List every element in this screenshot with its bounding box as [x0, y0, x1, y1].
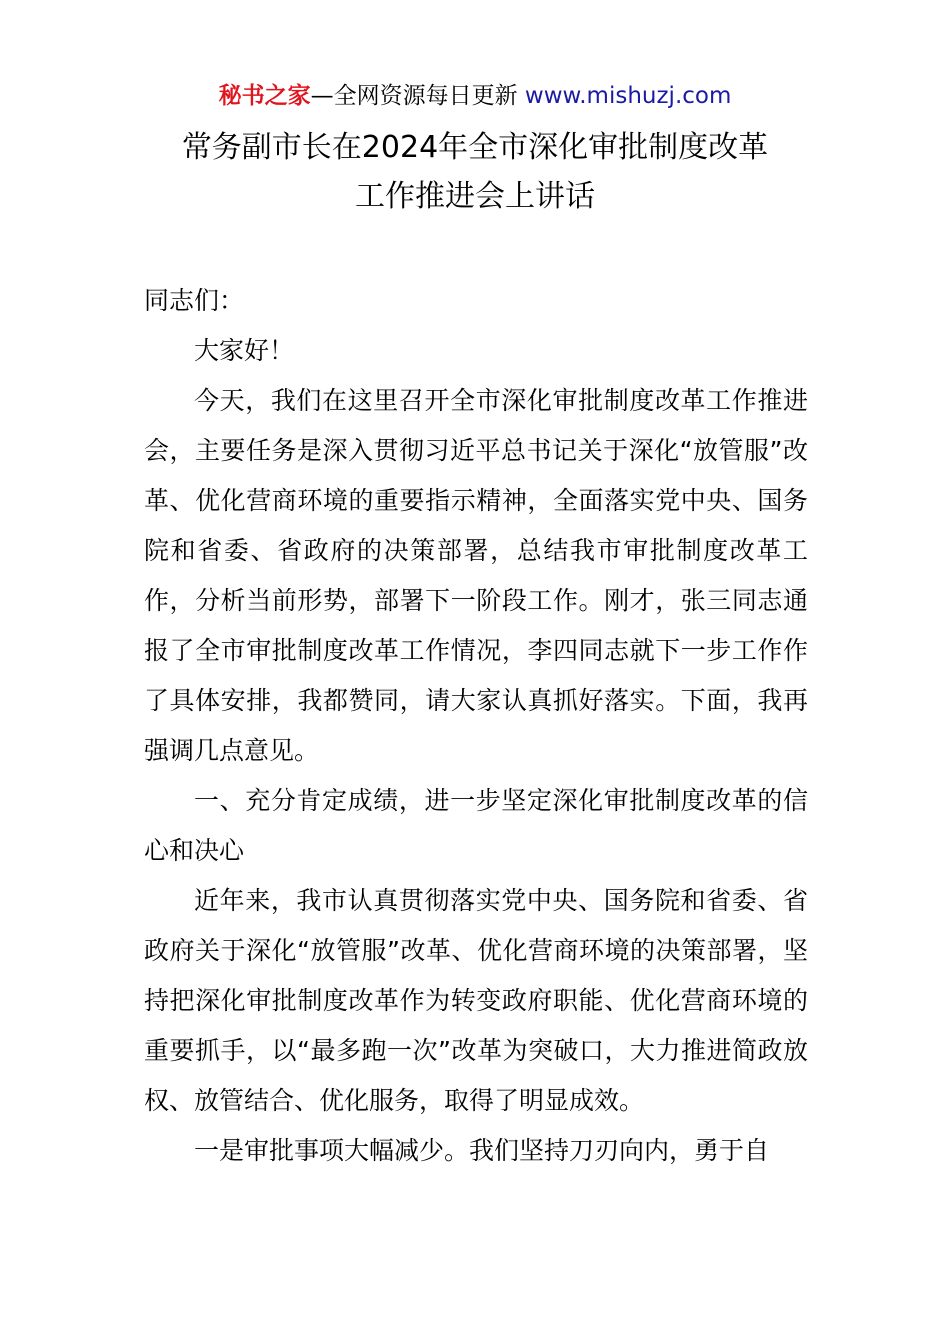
section-heading: 一、充分肯定成绩，进一步坚定深化审批制度改革的信心和决心	[144, 786, 808, 865]
greeting: 大家好！	[194, 336, 295, 365]
document-title-line-2: 工作推进会上讲话	[355, 179, 595, 214]
header-tagline: —全网资源每日更新	[310, 83, 525, 109]
site-url-link[interactable]: www.mishuzj.com	[524, 83, 732, 109]
site-header	[0, 80, 950, 112]
salutation: 同志们：	[144, 286, 245, 315]
body-paragraph: 一是审批事项大幅减少。我们坚持刀刃向内，勇于自	[194, 1136, 770, 1165]
brand-name: 秘书之家	[218, 83, 311, 109]
document-body	[144, 276, 808, 1176]
document-title-line-1: 常务副市长在2024年全市深化审批制度改革	[181, 130, 769, 165]
body-paragraph: 今天，我们在这里召开全市深化审批制度改革工作推进会，主要任务是深入贯彻习近平总书记关于深化“放管服”改革、优化营商环境的重要指示精神，全面落实党中央、国务院和省委、省政府的决策部署，总结我市审批制度改革工作，分析当前形势，部署下一阶段工作。刚才，张三同志通报了全市审批制度改革工作情况，李四同志就下一步工作作了具体安排，我都赞同，请大家认真抓好落实。下面，我再强调几点意见。	[144, 386, 808, 765]
body-paragraph: 近年来，我市认真贯彻落实党中央、国务院和省委、省政府关于深化“放管服”改革、优化营商环境的决策部署，坚持把深化审批制度改革作为转变政府职能、优化营商环境的重要抓手，以“最多跑一次”改革为突破口，大力推进简政放权、放管结合、优化服务，取得了明显成效。	[144, 886, 808, 1115]
